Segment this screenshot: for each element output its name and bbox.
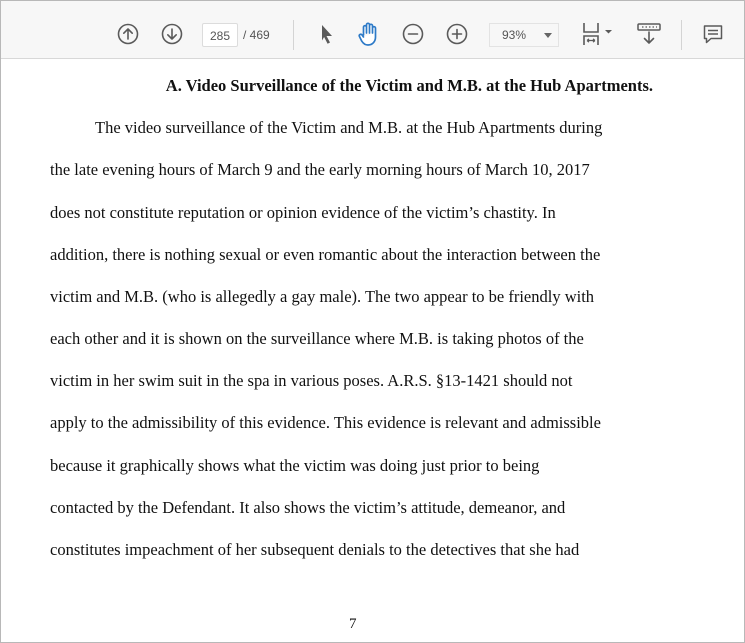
paragraph-line: constitutes impeachment of her subsequent denials to the detectives that she had — [50, 540, 580, 559]
paragraph-line: victim and M.B. (who is allegedly a gay male). The two appear to be friendly with — [50, 287, 595, 306]
zoom-out-icon[interactable] — [400, 21, 426, 47]
page-layout-icon[interactable] — [579, 21, 615, 47]
toolbar-divider — [293, 20, 294, 50]
paragraph-line: The video surveillance of the Victim and M.B. at the Hub Apartments during — [95, 118, 603, 137]
page-total-label: / 469 — [243, 28, 270, 42]
toolbar-divider — [681, 20, 682, 50]
zoom-in-icon[interactable] — [444, 21, 470, 47]
paragraph-line: victim in her swim suit in the spa in various poses. A.R.S. §13-1421 should not — [50, 371, 573, 390]
paragraph-line: each other and it is shown on the surveillance where M.B. is taking photos of the — [50, 329, 584, 348]
hand-tool-icon[interactable] — [356, 21, 382, 47]
paragraph-line: apply to the admissibility of this evidence. This evidence is relevant and admissible — [50, 413, 601, 432]
document-page — [1, 59, 744, 642]
down-arrow-circle-icon[interactable] — [159, 21, 185, 47]
paragraph-line: contacted by the Defendant. It also shows the victim’s attitude, demeanor, and — [50, 498, 566, 517]
select-arrow-icon[interactable] — [313, 21, 339, 47]
paragraph-line: because it graphically shows what the victim was doing just prior to being — [50, 456, 540, 475]
toolbar — [1, 1, 744, 59]
zoom-select[interactable] — [489, 23, 559, 47]
comment-icon[interactable] — [700, 21, 726, 47]
zoom-value: 93% — [502, 28, 527, 42]
paragraph-line: does not constitute reputation or opinion evidence of the victim’s chastity. In — [50, 203, 556, 222]
page-number-footer: 7 — [349, 616, 357, 632]
section-heading: A. Video Surveillance of the Victim and M.B. at the Hub Apartments. — [165, 76, 653, 95]
up-arrow-circle-icon[interactable] — [115, 21, 141, 47]
paragraph-line: the late evening hours of March 9 and the early morning hours of March 10, 2017 — [50, 160, 590, 179]
download-icon[interactable] — [635, 21, 663, 47]
page-number-input[interactable]: 285 — [202, 23, 238, 47]
paragraph-line: addition, there is nothing sexual or even romantic about the interaction between the — [50, 245, 601, 264]
chevron-down-icon — [544, 33, 552, 38]
